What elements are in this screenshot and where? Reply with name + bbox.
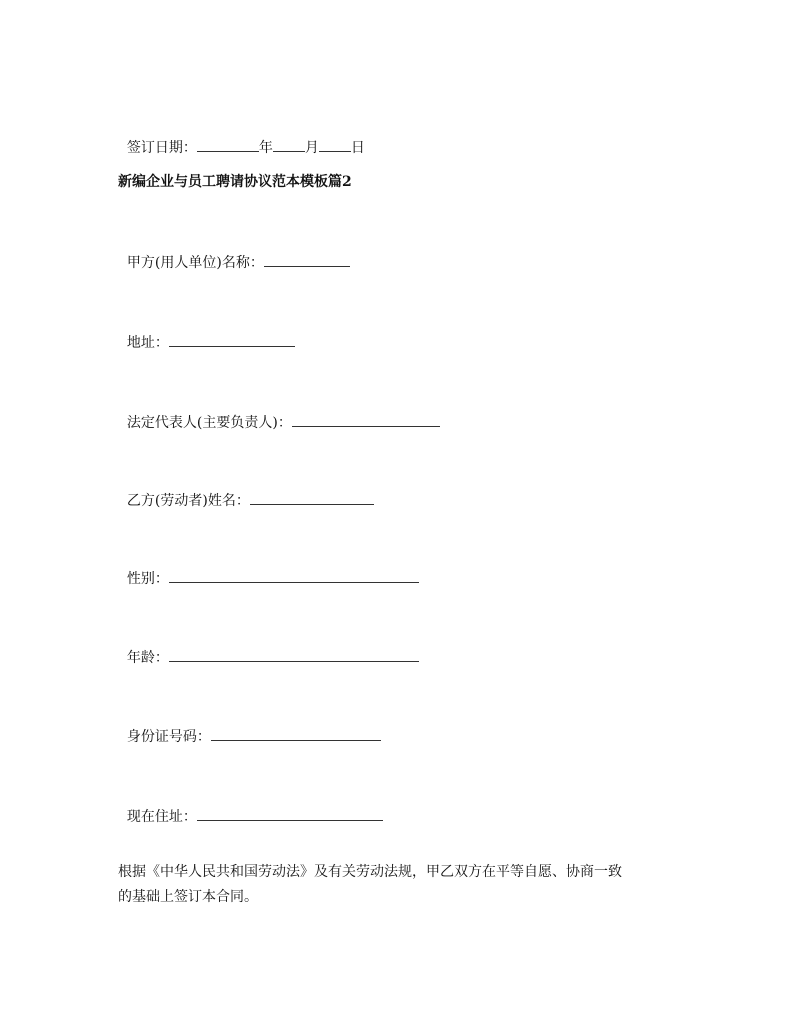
id-number-label: 身份证号码： [126, 729, 211, 745]
address-line [118, 312, 295, 351]
day-label: 日 [350, 140, 365, 156]
year-blank[interactable] [197, 137, 259, 152]
month-blank[interactable] [273, 137, 305, 152]
gender-blank[interactable] [169, 568, 419, 583]
legal-representative-line [118, 392, 440, 431]
party-a-name-blank[interactable] [264, 252, 350, 267]
party-b-name-label: 乙方(劳动者)姓名： [126, 493, 250, 509]
agreement-paragraph [118, 860, 690, 910]
paragraph-line-1: 根据《中华人民共和国劳动法》及有关劳动法规，甲乙双方在平等自愿、协商一致 [118, 864, 622, 880]
gender-line [118, 548, 419, 587]
day-blank[interactable] [319, 137, 351, 152]
gender-label: 性别： [126, 571, 169, 587]
month-label: 月 [304, 140, 319, 156]
year-label: 年 [258, 140, 273, 156]
party-b-name-blank[interactable] [250, 490, 374, 505]
party-a-name-line [118, 232, 350, 271]
section-heading: 新编企业与员工聘请协议范本模板篇2 [118, 174, 352, 190]
party-b-name-line [118, 470, 374, 509]
party-a-name-label: 甲方(用人单位)名称： [126, 255, 264, 271]
legal-representative-blank[interactable] [292, 412, 440, 427]
age-label: 年龄： [126, 650, 169, 666]
age-line [118, 627, 419, 666]
legal-representative-label: 法定代表人(主要负责人)： [126, 415, 292, 431]
id-number-line [118, 706, 381, 745]
current-address-label: 现在住址： [126, 809, 197, 825]
current-address-blank[interactable] [197, 806, 383, 821]
address-label: 地址： [126, 335, 169, 351]
address-blank[interactable] [169, 332, 295, 347]
paragraph-line-2: 的基础上签订本合同。 [118, 889, 258, 905]
age-blank[interactable] [169, 647, 419, 662]
signing-date-line [118, 117, 365, 156]
current-address-line [118, 786, 383, 825]
id-number-blank[interactable] [211, 726, 381, 741]
signing-date-label: 签订日期： [126, 140, 197, 156]
